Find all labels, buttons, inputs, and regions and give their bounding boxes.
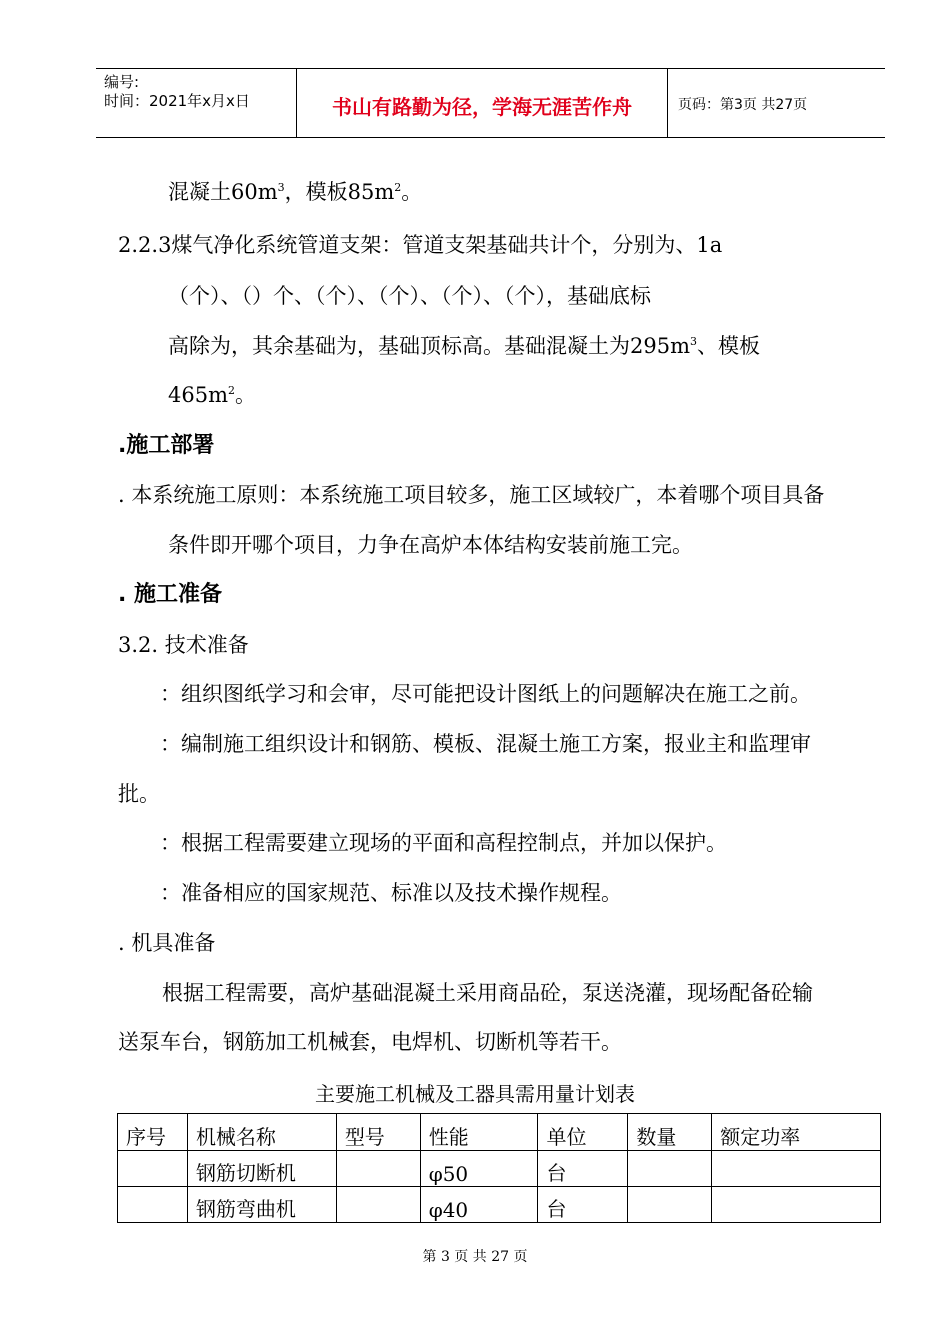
table-cell: φ40 — [420, 1187, 538, 1223]
column-header: 单位 — [538, 1114, 628, 1151]
column-header: 机械名称 — [187, 1114, 336, 1151]
section-heading-deployment: .施工部署 — [118, 433, 215, 458]
table-row — [118, 1151, 881, 1187]
column-header: 额定功率 — [712, 1114, 881, 1151]
header-motto: 书山有路勤为径，学海无涯苦作舟 — [332, 95, 632, 119]
header-motto-cell — [297, 69, 668, 137]
page-footer: 第 3 页 共 27 页 — [422, 1249, 528, 1265]
body-line-15: 根据工程需要，高炉基础混凝土采用商品砼，泵送浇灌，现场配备砼输 — [162, 981, 813, 1005]
body-line-11: 批。 — [118, 782, 160, 806]
table-title: 主要施工机械及工器具需用量计划表 — [315, 1082, 635, 1106]
header-meta-cell — [96, 69, 297, 137]
header-page-label: 页码：第3页 共27页 — [678, 97, 808, 113]
table-cell: 钢筋切断机 — [187, 1151, 336, 1187]
table-row — [118, 1187, 881, 1223]
column-header: 数量 — [628, 1114, 712, 1151]
body-line-3: （个）、（）个、（个）、（个）、（个）、（个），基础底标 — [168, 284, 651, 308]
body-line-8: 3.2. 技术准备 — [118, 633, 249, 657]
table-header-row — [118, 1114, 881, 1151]
body-line-13: ：准备相应的国家规范、标准以及技术操作规程。 — [160, 881, 622, 905]
column-header: 型号 — [336, 1114, 420, 1151]
code-label: 编号: — [104, 73, 140, 91]
table-cell: 台 — [538, 1151, 628, 1187]
machinery-table — [117, 1113, 881, 1223]
table-cell — [628, 1187, 712, 1223]
body-line-2: 2.2.3煤气净化系统管道支架：管道支架基础共计个，分别为、1a — [118, 233, 723, 257]
table-cell — [336, 1187, 420, 1223]
table-cell — [628, 1151, 712, 1187]
body-line-10: ：编制施工组织设计和钢筋、模板、混凝土施工方案，报业主和监理审 — [160, 732, 811, 756]
body-line-16: 送泵车台，钢筋加工机械套，电焊机、切断机等若干。 — [118, 1030, 622, 1054]
table-cell: φ50 — [420, 1151, 538, 1187]
table-cell — [712, 1187, 881, 1223]
body-line-14: . 机具准备 — [118, 931, 216, 955]
time-label: 时间：2021年x月x日 — [104, 92, 250, 110]
body-line-9: ：组织图纸学习和会审，尽可能把设计图纸上的问题解决在施工之前。 — [160, 682, 811, 706]
table-cell — [336, 1151, 420, 1187]
table-cell — [712, 1151, 881, 1187]
header-page-cell — [668, 69, 885, 137]
page-header — [96, 68, 885, 138]
column-header: 性能 — [420, 1114, 538, 1151]
table-cell: 台 — [538, 1187, 628, 1223]
table-cell: 钢筋弯曲机 — [187, 1187, 336, 1223]
table-cell — [118, 1151, 188, 1187]
body-line-5: $465m^2$。 — [168, 383, 256, 407]
body-line-12: ：根据工程需要建立现场的平面和高程控制点，并加以保护。 — [160, 831, 727, 855]
body-line-6: . 本系统施工原则：本系统施工项目较多，施工区域较广，本着哪个项目具备 — [118, 483, 825, 507]
body-line-4: 高除为，其余基础为，基础顶标高。基础混凝土为$295m^3$、模板 — [168, 334, 760, 358]
body-line-7: 条件即开哪个项目，力争在高炉本体结构安装前施工完。 — [168, 533, 693, 557]
body-line-1: 混凝土$60m^3$，模板$85m^2$。 — [168, 180, 423, 204]
section-heading-preparation: . 施工准备 — [118, 582, 223, 607]
table-cell — [118, 1187, 188, 1223]
column-header: 序号 — [118, 1114, 188, 1151]
